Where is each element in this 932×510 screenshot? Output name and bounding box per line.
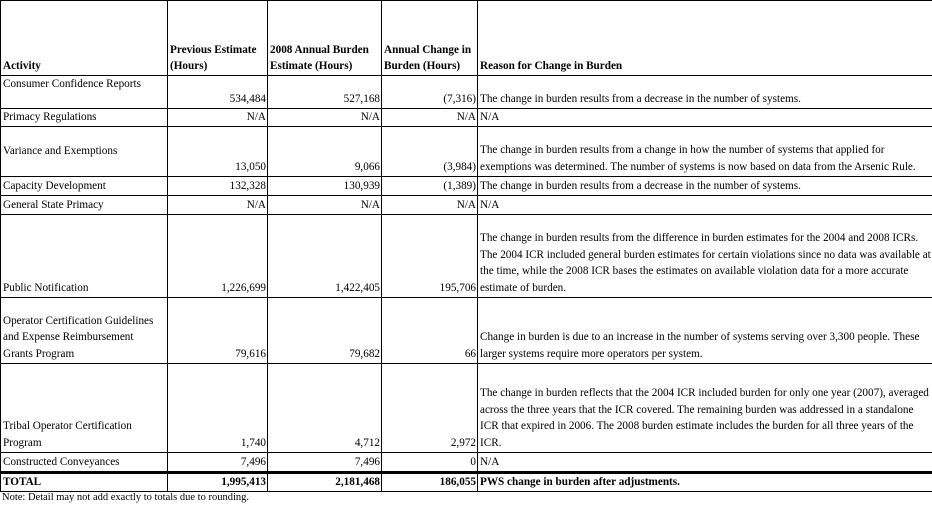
previous-cell: 13,050 (168, 126, 268, 176)
activity-cell: Constructed Conveyances (1, 452, 168, 472)
annual-cell: 1,422,405 (268, 214, 382, 297)
activity-cell: Consumer Confidence Reports (1, 76, 168, 109)
change-cell: 195,706 (382, 214, 478, 297)
total-label: TOTAL (1, 472, 168, 491)
table-row (1, 176, 932, 195)
annual-cell: 79,682 (268, 297, 382, 363)
annual-cell: 130,939 (268, 176, 382, 195)
reason-cell: The change in burden results from the difference in burden estimates for the 2004 and 2008 ICRs. The 2004 ICR included general burden estimates for certain violations since no data was available at the time, while the 2008 ICR bases the estimates on available violation data for a more accurate estimate of burden. (478, 214, 932, 297)
reason-cell: The change in burden results from a change in how the number of systems that applied for exemptions was determined. The number of systems is now based on data from the Arsenic Rule. (478, 126, 932, 176)
annual-cell: 9,066 (268, 126, 382, 176)
header-annual-burden-estimate: 2008 Annual Burden Estimate (Hours) (268, 1, 382, 76)
change-cell: 66 (382, 297, 478, 363)
reason-cell: Change in burden is due to an increase in the number of systems serving over 3,300 people. These larger systems require more operators per system. (478, 297, 932, 363)
change-cell: 0 (382, 452, 478, 472)
activity-cell: Operator Certification Guidelines and Expense Reimbursement Grants Program (1, 297, 168, 363)
reason-cell: The change in burden results from a decrease in the number of systems. (478, 76, 932, 109)
annual-cell: 527,168 (268, 76, 382, 109)
reason-cell: The change in burden reflects that the 2004 ICR included burden for only one year (2007), averaged across the three years that the ICR covered. The remaining burden was addressed in a standalone ICR that expired in 2006. The 2008 burden estimate includes the burden for all three years of the ICR. (478, 363, 932, 452)
annual-cell: 4,712 (268, 363, 382, 452)
total-row (1, 472, 932, 491)
change-cell: N/A (382, 109, 478, 127)
total-reason: PWS change in burden after adjustments. (478, 472, 932, 491)
table-row (1, 109, 932, 127)
activity-cell: Capacity Development (1, 176, 168, 195)
previous-cell: 132,328 (168, 176, 268, 195)
reason-cell: The change in burden results from a decrease in the number of systems. (478, 176, 932, 195)
header-previous-estimate: Previous Estimate (Hours) (168, 1, 268, 76)
previous-cell: 1,226,699 (168, 214, 268, 297)
table-row (1, 195, 932, 214)
header-reason: Reason for Change in Burden (478, 1, 932, 76)
reason-cell: N/A (478, 109, 932, 127)
annual-cell: N/A (268, 109, 382, 127)
change-cell: (7,316) (382, 76, 478, 109)
reason-cell: N/A (478, 452, 932, 472)
table-row (1, 297, 932, 363)
previous-cell: 79,616 (168, 297, 268, 363)
header-annual-change: Annual Change in Burden (Hours) (382, 1, 478, 76)
activity-cell: Variance and Exemptions (1, 126, 168, 176)
previous-cell: 534,484 (168, 76, 268, 109)
header-activity: Activity (1, 1, 168, 76)
table-row (1, 214, 932, 297)
previous-cell: 1,740 (168, 363, 268, 452)
change-cell: 2,972 (382, 363, 478, 452)
total-change: 186,055 (382, 472, 478, 491)
annual-cell: 7,496 (268, 452, 382, 472)
reason-cell: N/A (478, 195, 932, 214)
activity-cell: Public Notification (1, 214, 168, 297)
previous-cell: N/A (168, 195, 268, 214)
table-row (1, 126, 932, 176)
change-cell: N/A (382, 195, 478, 214)
total-previous: 1,995,413 (168, 472, 268, 491)
table-row (1, 452, 932, 472)
activity-cell: Primacy Regulations (1, 109, 168, 127)
table-row (1, 363, 932, 452)
annual-cell: N/A (268, 195, 382, 214)
change-cell: (1,389) (382, 176, 478, 195)
total-annual: 2,181,468 (268, 472, 382, 491)
previous-cell: 7,496 (168, 452, 268, 472)
previous-cell: N/A (168, 109, 268, 127)
activity-cell: Tribal Operator Certification Program (1, 363, 168, 452)
footnote: Note: Detail may not add exactly to totals due to rounding. (2, 492, 249, 503)
header-row (1, 1, 932, 76)
table-row (1, 76, 932, 109)
activity-cell: General State Primacy (1, 195, 168, 214)
change-cell: (3,984) (382, 126, 478, 176)
